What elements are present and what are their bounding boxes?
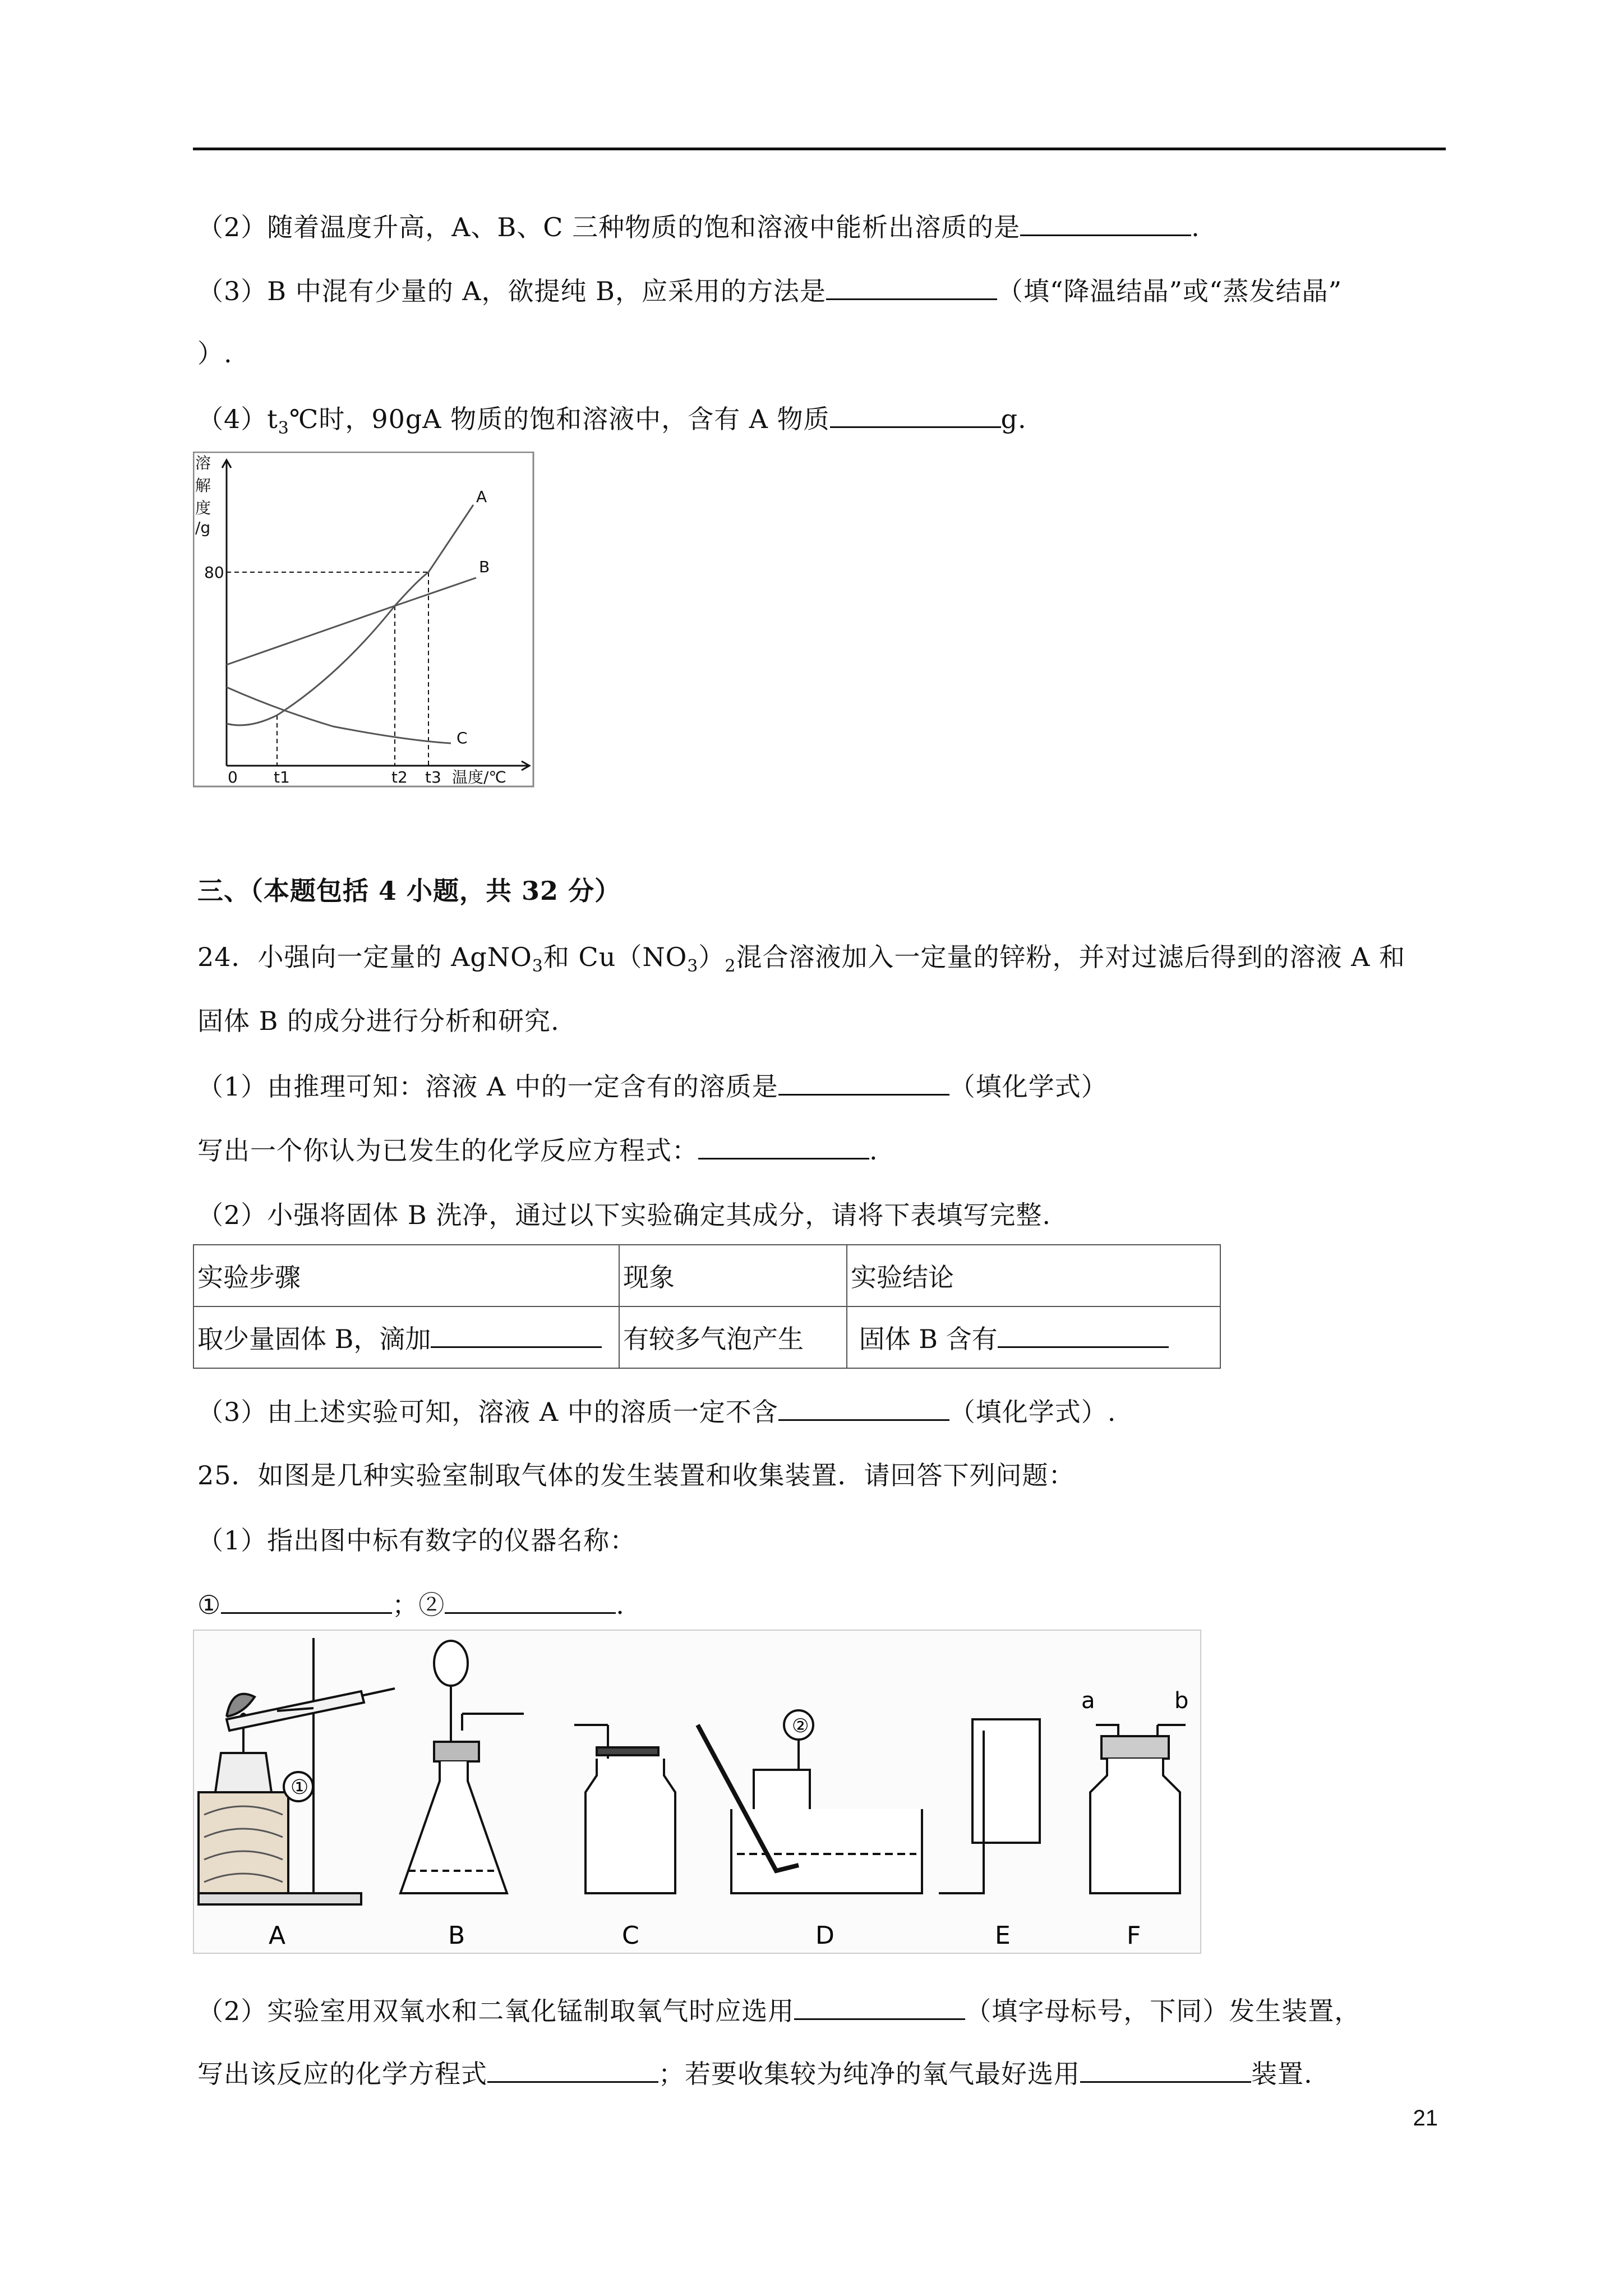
x-tick-label: t1 xyxy=(274,768,290,786)
table-row xyxy=(193,1306,1220,1368)
apparatus-label: F xyxy=(1127,1921,1141,1950)
apparatus-figure xyxy=(193,1630,1202,1955)
series-a-label: A xyxy=(476,487,487,506)
port-b-label: b xyxy=(1174,1688,1189,1714)
page-number: 21 xyxy=(1413,2106,1438,2131)
answer-blank[interactable] xyxy=(778,1395,949,1421)
q24-part3 xyxy=(197,1395,1116,1429)
q24-text: 混合溶液加入一定量的锌粉，并对过滤后得到的溶液 A 和 xyxy=(736,942,1405,972)
q23-line4-unit: g. xyxy=(1000,404,1027,434)
q24-text: 和 Cu（NO xyxy=(543,942,688,972)
q23-line2: （2）随着温度升高，A、B、C 三种物质的饱和溶液中能析出溶质的是 . xyxy=(197,210,1200,244)
q25-p2-collect-text: ；若要收集较为纯净的氧气最好选用 xyxy=(658,2059,1080,2089)
table-header: 实验步骤 xyxy=(193,1245,619,1306)
q25-part2 xyxy=(197,1994,1361,2028)
series-a-line xyxy=(227,505,473,725)
q24-line2: 固体 B 的成分进行分析和研究. xyxy=(197,1006,560,1036)
q24-p1-eq-text: 写出一个你认为已发生的化学反应方程式： xyxy=(197,1135,698,1166)
series-b-label: B xyxy=(479,558,490,576)
y-axis-label: /g xyxy=(195,518,211,537)
marker-1-label: ① xyxy=(291,1776,309,1799)
q24-line1 xyxy=(197,940,1405,983)
cell-text: 固体 B 含有 xyxy=(859,1324,998,1354)
q25-p2-eq-text: 写出该反应的化学方程式 xyxy=(197,2059,487,2089)
answer-blank[interactable] xyxy=(1020,210,1191,236)
q25-p2-end: 装置. xyxy=(1251,2059,1313,2089)
x-tick-label: t3 xyxy=(425,768,441,786)
answer-blank[interactable] xyxy=(794,1994,965,2020)
answer-blank[interactable] xyxy=(778,1069,949,1096)
experiment-table xyxy=(193,1244,1221,1369)
q24-part1-equation: 写出一个你认为已发生的化学反应方程式： . xyxy=(197,1133,878,1167)
answer-blank[interactable] xyxy=(487,2056,658,2083)
q24-p3-hint: （填化学式）. xyxy=(949,1397,1117,1427)
table-header: 现象 xyxy=(619,1245,847,1306)
q24-part1 xyxy=(197,1069,1108,1103)
q25-p2-text: （2）实验室用双氧水和二氧化锰制取氧气时应选用 xyxy=(197,1996,795,2026)
port-a-label: a xyxy=(1081,1688,1095,1714)
q24-text: ） xyxy=(698,942,725,972)
y-axis-label: 溶 xyxy=(195,454,211,472)
solubility-chart xyxy=(193,452,535,788)
series-b-line xyxy=(227,578,476,665)
answer-blank[interactable] xyxy=(431,1322,602,1348)
y-axis-label: 度 xyxy=(195,499,211,517)
apparatus-label: E xyxy=(995,1921,1011,1950)
marker-2-label: ② xyxy=(792,1715,809,1737)
answer-blank[interactable] xyxy=(998,1322,1169,1348)
answer-blank[interactable] xyxy=(221,1588,392,1614)
q24-part2: （2）小强将固体 B 洗净，通过以下实验确定其成分，请将下表填写完整. xyxy=(197,1200,1051,1230)
q25-line1: 25．如图是几种实验室制取气体的发生装置和收集装置．请回答下列问题： xyxy=(197,1460,1075,1490)
answer-blank[interactable] xyxy=(698,1133,869,1159)
q25-part2-line2 xyxy=(197,2056,1313,2091)
table-header: 实验结论 xyxy=(847,1245,1220,1306)
x-axis-label: 温度/℃ xyxy=(452,768,506,786)
q25-part1: （1）指出图中标有数字的仪器名称： xyxy=(197,1525,637,1556)
q23-line3-text: （3）B 中混有少量的 A，欲提纯 B，应采用的方法是 xyxy=(197,276,826,306)
q24-p3-text: （3）由上述实验可知，溶液 A 中的溶质一定不含 xyxy=(197,1397,778,1427)
x-tick-label: 0 xyxy=(228,768,238,786)
subscript: 3 xyxy=(687,956,699,977)
table-cell xyxy=(847,1306,1220,1368)
table-cell: 有较多气泡产生 xyxy=(619,1306,847,1368)
answer-blank[interactable] xyxy=(830,402,1001,428)
apparatus-label: D xyxy=(815,1921,834,1950)
apparatus-label: A xyxy=(269,1921,286,1950)
header-rule xyxy=(193,148,1446,150)
x-tick-label: t2 xyxy=(391,768,408,786)
q25-part1-blanks: ① ；② . xyxy=(197,1588,625,1622)
q23-line4-text2: ℃时，90gA 物质的饱和溶液中，含有 A 物质 xyxy=(289,404,830,434)
series-c-line xyxy=(227,687,451,743)
subscript: 3 xyxy=(278,418,289,439)
y-tick-label: 80 xyxy=(204,563,224,582)
marker-2: ；② xyxy=(392,1590,445,1620)
table-header-row xyxy=(193,1245,1220,1306)
marker-1: ① xyxy=(197,1590,222,1620)
answer-blank[interactable] xyxy=(1080,2056,1251,2083)
answer-blank[interactable] xyxy=(826,274,997,300)
cell-text: 取少量固体 B，滴加 xyxy=(197,1324,431,1354)
q23-line3-end: ）. xyxy=(197,338,233,369)
subscript: 2 xyxy=(725,956,736,977)
q23-line3-hint: （填“降温结晶”或“蒸发结晶” xyxy=(997,276,1343,306)
apparatus-label: B xyxy=(448,1921,465,1950)
answer-blank[interactable] xyxy=(445,1588,616,1614)
q24-text: 24．小强向一定量的 AgNO xyxy=(197,942,532,972)
q23-line3 xyxy=(197,274,1342,308)
series-c-label: C xyxy=(457,729,468,747)
q23-line4-text: （4）t xyxy=(197,404,278,434)
q23-line2-text: （2）随着温度升高，A、B、C 三种物质的饱和溶液中能析出溶质的是 xyxy=(197,212,1021,242)
q23-line4 xyxy=(197,402,1027,445)
subscript: 3 xyxy=(532,956,543,977)
table-cell xyxy=(193,1306,619,1368)
q25-p2-hint: （填字母标号，下同）发生装置， xyxy=(965,1996,1361,2026)
y-axis-label: 解 xyxy=(195,476,211,495)
apparatus-label: C xyxy=(622,1921,639,1950)
section-heading: 三、（本题包括 4 小题，共 32 分） xyxy=(197,876,621,906)
q24-p1-text: （1）由推理可知：溶液 A 中的一定含有的溶质是 xyxy=(197,1071,778,1102)
q24-p1-hint: （填化学式） xyxy=(949,1071,1108,1102)
